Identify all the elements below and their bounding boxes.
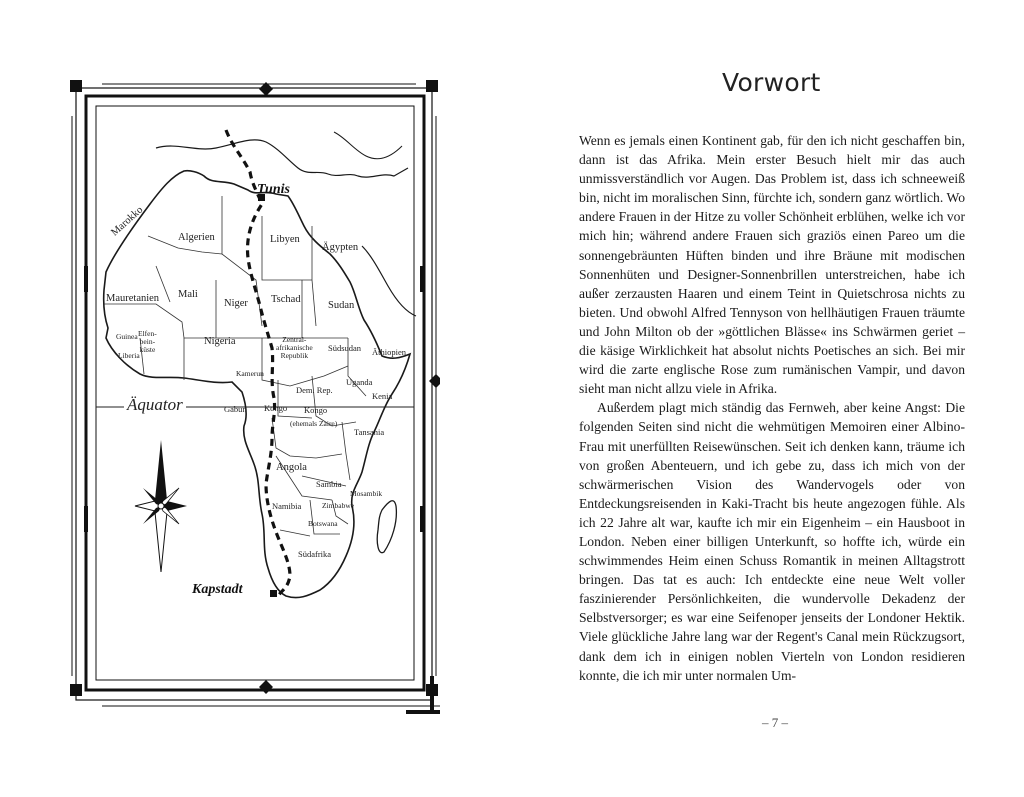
- label-nigeria: Nigeria: [204, 336, 236, 347]
- paragraph: Außerdem plagt mich ständig das Fernweh, aber keine Angst: Die folgenden Seiten sind nicht die wehmütigen Memoiren einer Albino-Frau mit unerfüllten Reisewünschen. Seit ich denken kann, träume ich von großen Abenteuern, und ich gebe zu, dass ich mich von der schwärmerischen Vision des Wandervogels oder von Entdeckungsreisenden in Kaki-Tracht bis heute angezogen fühle. Als ich 22 Jahre alt war, kaufte ich mir ein Eigenheim – ein Hausboot in London. Neben einer billigen Unterkunft, so hoffte ich, würde ein schwimmendes Heim einen Schuss Romantik in meinen Alltagstrott bringen. Das tat es auch: Ich entdeckte eine neue Welt voller faszinierender Persönlichkeiten, die wundervolle Dekadenz der Selbstversorger; es war eine Seifenoper jenseits der Londoner Hektik. Viele glückliche Jahre lang war der Regent's Canal mein Rückzugsort, dank dem ich in einigen noblen Vierteln von London residieren konnte, die ich mir unter normalen Um-: [579, 400, 965, 683]
- city-label-kapstadt: Kapstadt: [192, 582, 243, 597]
- label-suedsudan: Südsudan: [328, 343, 362, 353]
- label-liberia: Liberia: [118, 351, 140, 360]
- label-mosambik: Mosambik: [350, 489, 383, 498]
- label-aethiopien: Äthiopien: [372, 347, 406, 357]
- equator-label: Äquator: [124, 395, 186, 415]
- label-tschad: Tschad: [271, 294, 301, 305]
- label-gabun: Gabun: [224, 404, 247, 414]
- label-algerien: Algerien: [178, 232, 215, 243]
- label-kenia: Kenia: [372, 391, 393, 401]
- kapstadt-marker: [270, 590, 277, 597]
- compass-rose: [135, 440, 187, 572]
- paragraph: Wenn es jemals einen Kontinent gab, für den ich nicht geschaffen bin, dann ist das Afrika. Mein erster Besuch hielt mir das auch unmissverständlich vor Augen. Das Problem ist, dass ich schneeweiß bin, nicht im moralischen Sinn, fürchte ich, sondern ganz wörtlich. Wo andere Frauen in der Hitze zu voller Schönheit erblühen, welke ich vor mich hin; während andere Frauen sich graziös einen Pareo um die sonnengebräunten Hüften binden und ihre Bräune mit modischen Sonnenhüten und Designer-Sonnenbrillen unterstreichen, habe ich außer zerzausten Haaren und einem Teint in Quietschrosa nichts zu bieten. Und obwohl Alfred Tennyson von hellhäutigen Frauen träumte und John Milton ob der »göttlichen Blässe« ins Schwärmen geriet – die käsige Wirklichkeit hat absolut nichts Poetisches an sich. Bei mir wird die zarte englische Rose zum rumänischen Vampir, und davon sieht man nicht allzu viele in Afrika.: [579, 133, 965, 397]
- label-tansania: Tansania: [354, 427, 385, 437]
- label-zar-2: afrikanische: [276, 343, 313, 352]
- label-aegypten: Ägypten: [322, 242, 359, 253]
- label-niger: Niger: [224, 298, 248, 309]
- label-elfenbeinkueste-2: bein-: [139, 337, 156, 346]
- page-number: – 7 –: [762, 715, 788, 730]
- label-elfenbeinkueste-3: küste: [139, 345, 156, 354]
- label-botswana: Botswana: [308, 519, 338, 528]
- label-mali: Mali: [178, 289, 198, 300]
- label-kongo-1: Kongo: [264, 403, 288, 413]
- label-dem-rep: Dem. Rep.: [296, 385, 333, 395]
- label-angola: Angola: [276, 462, 307, 473]
- label-kongo-2: Kongo: [304, 405, 328, 415]
- label-namibia: Namibia: [272, 501, 302, 511]
- label-mauretanien: Mauretanien: [106, 293, 160, 304]
- arabia-outline: [362, 246, 416, 316]
- label-suedafrika: Südafrika: [298, 549, 332, 559]
- label-kamerun: Kamerun: [236, 369, 264, 378]
- label-sambia: Sambia: [316, 479, 342, 489]
- body-text: [579, 131, 965, 685]
- label-ehemals-zaire: (ehemals Zaire): [290, 419, 338, 428]
- label-libyen: Libyen: [270, 234, 300, 245]
- label-elfenbeinkueste-1: Elfen-: [138, 329, 157, 338]
- label-zimbabwe: Zimbabwe: [322, 501, 355, 510]
- label-marokko: Marokko: [109, 204, 146, 239]
- africa-map: [66, 76, 440, 716]
- chapter-title: Vorwort: [722, 68, 821, 97]
- label-sudan: Sudan: [328, 300, 355, 311]
- city-label-tunis: Tunis: [257, 182, 290, 197]
- label-zentralafrikanische-republik: [276, 336, 313, 360]
- madagascar-outline: [377, 501, 396, 553]
- label-elfenbeinkueste: [138, 330, 157, 354]
- label-zar-3: Republik: [280, 351, 309, 360]
- label-guinea: Guinea: [116, 332, 138, 341]
- label-zar-1: Zentral-: [282, 335, 307, 344]
- label-uganda: Uganda: [346, 377, 373, 387]
